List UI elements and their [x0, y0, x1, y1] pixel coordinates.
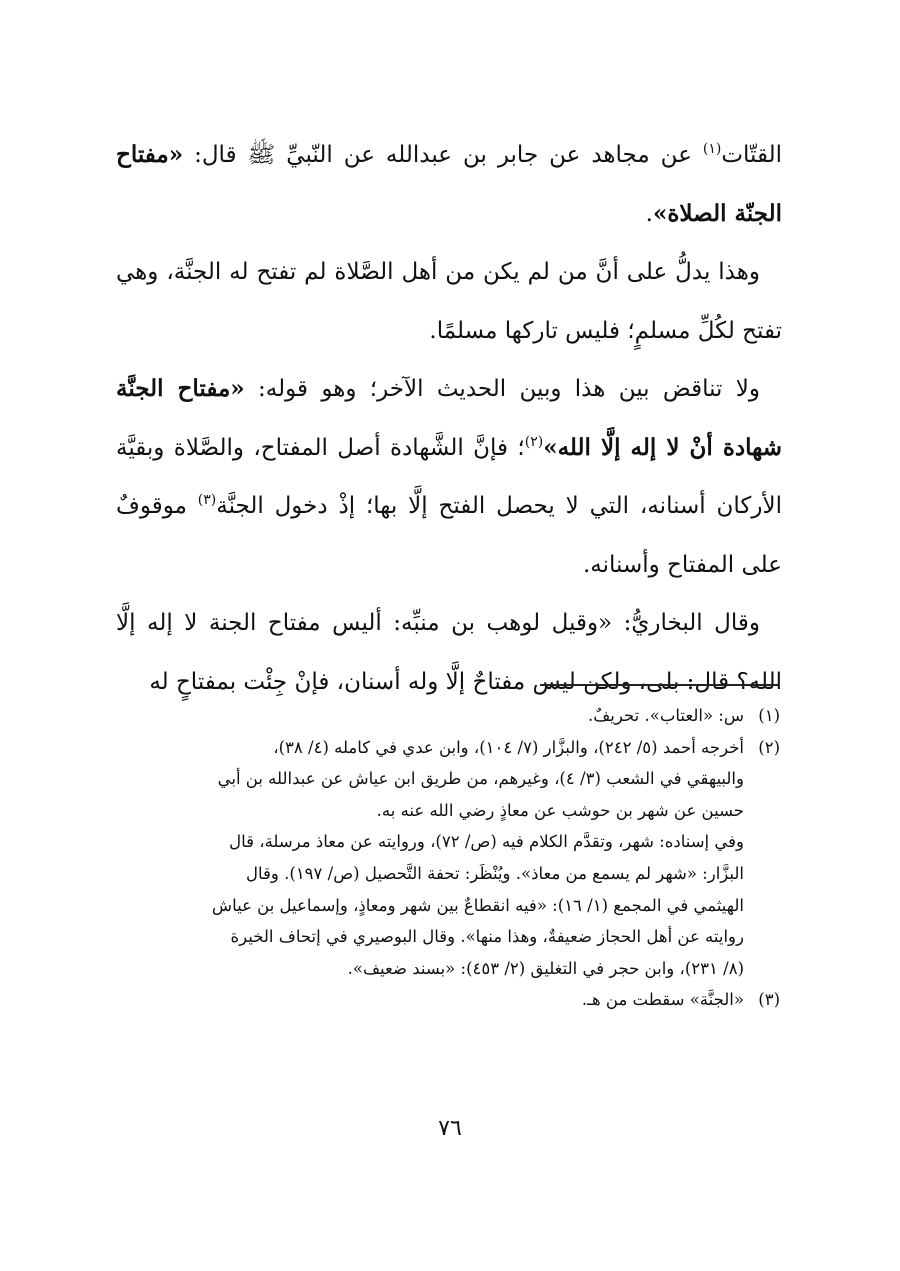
footnote-line: أخرجه أحمد (٥/ ٢٤٢)، والبزَّار (٧/ ١٠٤)، وابن عدي في كامله (٤/ ٣٨)،	[273, 737, 744, 757]
footnote-separator	[540, 684, 778, 686]
footnote-line: روايته عن أهل الحجاز ضعيفةٌ، وهذا منها». وقال البوصيري في إتحاف الخيرة	[230, 927, 744, 947]
footnote-ref-1[interactable]: (١)	[702, 141, 722, 157]
footnote-line: (٨/ ٢٣١)، وابن حجر في التغليق (٢/ ٤٥٣): «بسند ضعيف».	[347, 958, 744, 978]
footnote-1	[116, 700, 780, 732]
text-segment: موقوفٌ على المفتاح وأسنانه.	[116, 493, 782, 578]
main-text	[116, 126, 782, 711]
footnote-body	[116, 700, 744, 732]
footnote-body	[116, 984, 744, 1016]
paragraph-4	[116, 594, 782, 711]
paragraph-2	[116, 243, 782, 360]
footnote-line: «الجنَّة» سقطت من هـ.	[581, 990, 744, 1010]
footnote-line: البزَّار: «شهر لم يسمع من معاذ». ويُنْظَر: تحفة التَّحصيل (ص/ ١٩٧). وقال	[246, 863, 744, 883]
footnote-line: وفي إسناده: شهر، وتقدَّم الكلام فيه (ص/ ٧٢)، وروايته عن معاذ مرسلة، قال	[229, 832, 744, 852]
footnote-ref-2[interactable]: (٢)	[524, 433, 544, 450]
footnote-line: والبيهقي في الشعب (٣/ ٤)، وغيرهم، من طريق ابن عياش عن عبدالله بن أبي	[217, 769, 744, 789]
text-segment: وقال البخاريُّ: «وقيل لوهب بن منبِّه: أليس مفتاح الجنة لا إله إلَّا الله؟ قال: بلى، ولكن ليس مفتاحٌ إلَّا وله أسنان، فإنْ جِئْت بمفتاحٍ له	[116, 610, 782, 695]
text-segment: ولا تناقض بين هذا وبين الحديث الآخر؛ وهو قوله:	[244, 376, 760, 402]
text-segment: عن مجاهد عن جابر بن عبدالله عن النّبيِّ ﷺ قال:	[183, 142, 703, 168]
paragraph-1	[116, 126, 782, 243]
footnote-line: س: «العتاب». تحريفٌ.	[587, 706, 744, 725]
footnote-body	[116, 732, 744, 985]
footnote-3	[116, 984, 780, 1016]
hadith-quote: «مفتاح الجنّة الصلاة»	[116, 141, 782, 227]
footnote-line: حسين عن شهر بن حوشب عن معاذٍ رضي الله عنه به.	[376, 800, 744, 820]
hadith-quote: «مفتاح الجنَّة شهادة أنْ لا إله إلَّا الله»	[116, 375, 782, 461]
page-number: ٧٦	[438, 1116, 462, 1141]
text-segment: .	[645, 200, 653, 227]
footnotes	[116, 700, 780, 1016]
footnote-number: (١)	[758, 706, 780, 725]
footnote-number: (٣)	[758, 990, 780, 1010]
text-segment: ؛ فإنَّ الشَّهادة أصل المفتاح، والصَّلاة وبقيَّة الأركان أسنانه، التي لا يحصل الفتح إلَّا بها؛ إذْ دخول الجنَّة	[116, 434, 782, 519]
paragraph-3	[116, 360, 782, 594]
footnote-2	[116, 732, 780, 985]
footnote-number: (٢)	[758, 737, 780, 757]
footnote-ref-3[interactable]: (٣)	[197, 492, 217, 508]
footnote-line: الهيثمي في المجمع (١/ ١٦): «فيه انقطاعٌ بين شهر ومعاذٍ، وإسماعيل بن عياش	[211, 895, 744, 915]
text-segment: القتّات	[721, 142, 782, 168]
text-segment: وهذا يدلُّ على أنَّ من لم يكن من أهل الصَّلاة لم تفتح له الجنَّة، وهي تفتح لكُلِّ مسلمٍ؛ فليس تاركها مسلمًا.	[116, 259, 782, 344]
